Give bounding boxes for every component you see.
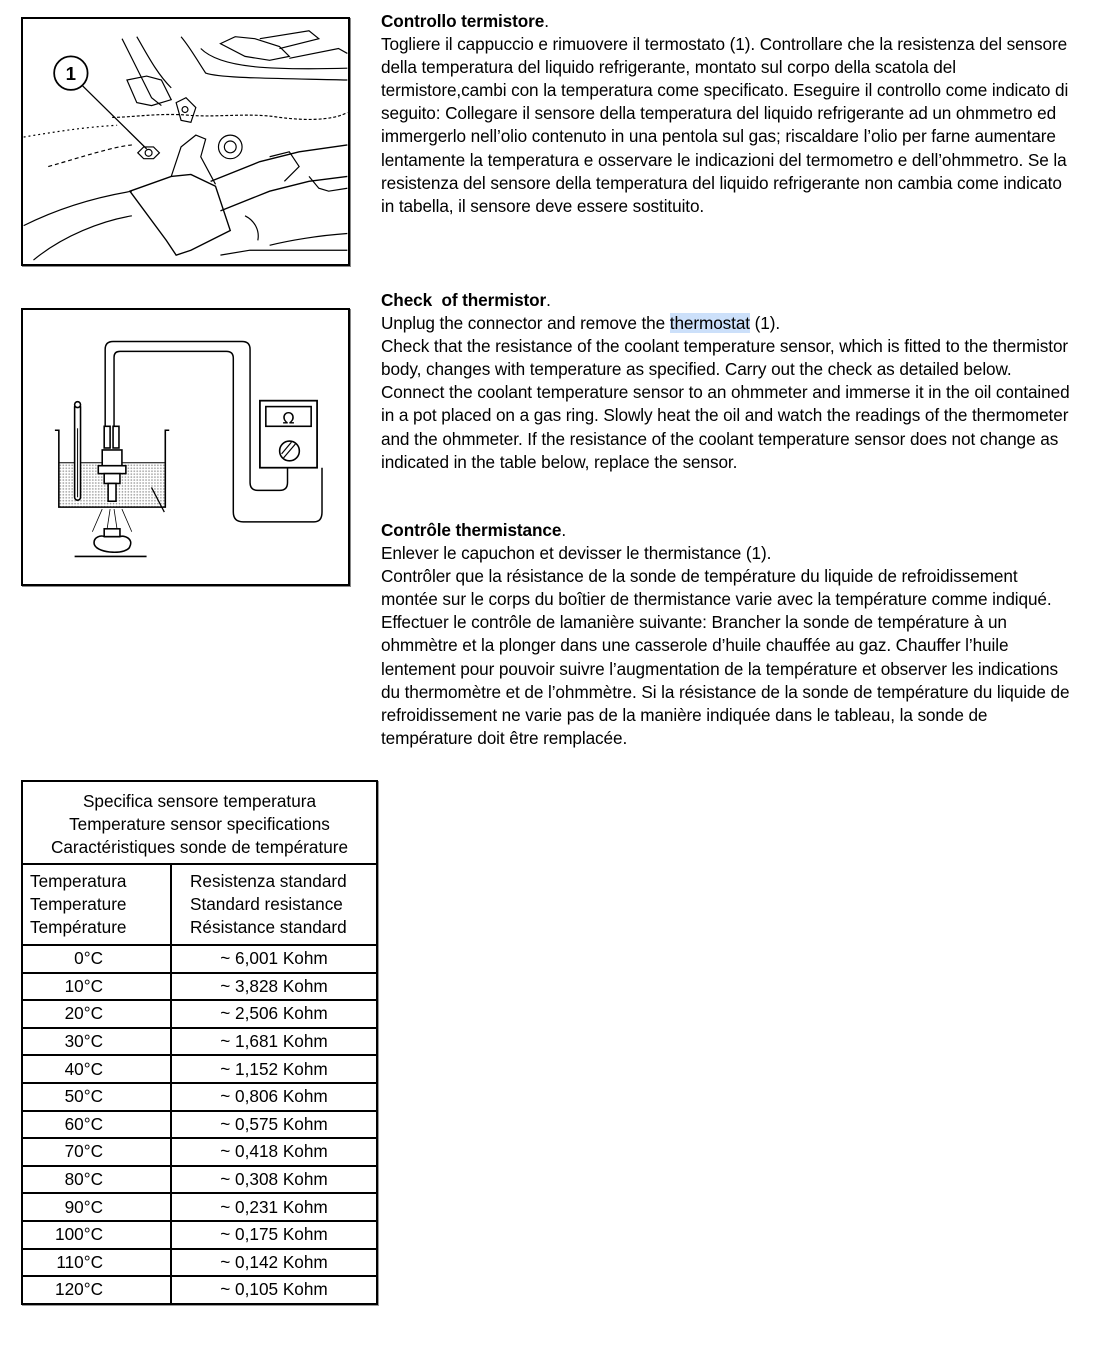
temperature-cell [22,1000,171,1028]
table-row [22,1083,377,1111]
header-res-fr: Résistance standard [190,917,347,937]
table-row [22,1249,377,1277]
header-res-it: Resistenza standard [190,871,347,891]
header-res-en: Standard resistance [190,894,343,914]
resistance-cell: ~ 1,152 Kohm [171,1055,377,1083]
section-body-french: Contrôler que la résistance de la sonde de température du liquide de refroidissement montée sur le corps du boîtier de thermistance varie avec la température comme indiqué. Effectuer le contrôle de lamanière suivante: Brancher la sonde de température à un ohmmètre et la plonger dans une casserole d’huile chauffée au gaz. Chauffer l’huile lentement pour pouvoir suivre l’augmentation de la température et observer les indications du thermomètre et de l’ohmmètre. Si la résistance de la sonde de température du liquide de refroidissement ne varie pas de la manière indiquée dans le tableau, la sonde de température doit être remplacée. [381,566,1070,748]
engine-line-drawing [23,19,348,264]
table-caption-row [22,781,377,864]
header-temp-it: Temperatura [30,871,127,891]
temperature-cell [22,945,171,973]
thermistor-location-figure [21,17,350,266]
temperature-value: 90°C [64,1196,103,1217]
intro-text-end: (1). [749,313,781,334]
resistance-cell: ~ 0,175 Kohm [171,1221,377,1249]
section-english [381,289,1071,474]
resistance-cell: ~ 0,418 Kohm [171,1138,377,1166]
table-row [22,1138,377,1166]
table-row [22,1000,377,1028]
resistance-cell: ~ 1,681 Kohm [171,1028,377,1056]
temperature-value: 40°C [64,1058,103,1079]
resistance-cell: ~ 0,308 Kohm [171,1166,377,1194]
title-text: Contrôle thermistance [381,520,562,540]
temperature-cell [22,973,171,1001]
temperature-value: 10°C [64,975,103,996]
title-period: . [561,520,567,540]
section-title-french [381,519,1071,542]
caption-french: Caractéristiques sonde de température [50,836,349,857]
table-row [22,1276,377,1304]
temperature-value: 120°C [55,1279,103,1300]
temperature-cell [22,1138,171,1166]
table-caption [22,781,377,864]
callout-label: 1 [65,63,77,85]
test-setup-drawing [23,310,348,584]
column-header-resistance [171,864,377,945]
section-title-english [381,289,1071,312]
selected-text-highlight[interactable]: thermostat [669,313,750,334]
temperature-value: 30°C [64,1031,103,1052]
intro-text: Unplug the connector and remove the [381,313,670,334]
resistance-cell: ~ 0,806 Kohm [171,1083,377,1111]
resistance-cell: ~ 0,105 Kohm [171,1276,377,1304]
title-period: . [546,290,551,310]
temperature-cell [22,1249,171,1277]
temperature-value: 20°C [64,1003,103,1024]
resistance-cell: ~ 2,506 Kohm [171,1000,377,1028]
temperature-cell [22,1221,171,1249]
temperature-cell [22,1166,171,1194]
section-body-english: Check that the resistance of the coolant temperature sensor, which is fitted to the thermistor body, changes with temperature as specified. Carry out the check as detailed below. Connect the coolant temperature sensor to an ohmmeter and immerse it in the oil contained in a pot placed on a gas ring. Slowly heat the oil and watch the readings of the thermometer and the ohmmeter. If the resistance of the coolant temperature sensor does not change as indicated in the table below, replace the sensor. [381,336,1070,472]
temperature-value: 70°C [64,1141,103,1162]
resistance-cell: ~ 3,828 Kohm [171,973,377,1001]
temperature-value: 0°C [74,948,103,969]
header-temp-fr: Température [30,917,127,937]
table-row [22,1055,377,1083]
resistance-cell: ~ 0,575 Kohm [171,1111,377,1139]
section-french [381,519,1071,750]
header-temp-en: Temperature [30,894,127,914]
table-row [22,1111,377,1139]
resistance-cell: ~ 0,142 Kohm [171,1249,377,1277]
table-row [22,945,377,973]
caption-english: Temperature sensor specifications [69,813,330,834]
temperature-cell [22,1193,171,1221]
table-row [22,1028,377,1056]
section-title-italian [381,10,1071,33]
caption-italian: Specifica sensore temperatura [82,790,317,811]
section-intro-english [381,312,1071,335]
title-text: Check of thermistor [381,290,547,310]
temperature-cell [22,1111,171,1139]
table-header-row [22,864,377,945]
temperature-value: 100°C [55,1224,103,1245]
temperature-cell [22,1028,171,1056]
temperature-sensor-spec-table [21,780,378,1305]
title-period: . [544,11,549,31]
temperature-value: 110°C [56,1251,103,1272]
table-row [22,1221,377,1249]
temperature-value: 50°C [64,1086,103,1107]
temperature-cell [22,1055,171,1083]
resistance-cell: ~ 0,231 Kohm [171,1193,377,1221]
ohm-symbol: Ω [282,408,295,428]
temperature-cell [22,1276,171,1304]
resistance-cell: ~ 6,001 Kohm [171,945,377,973]
thermistor-test-setup-figure [21,308,350,586]
table-row [22,1193,377,1221]
temperature-value: 80°C [64,1169,103,1190]
temperature-cell [22,1083,171,1111]
column-header-temperature [22,864,171,945]
table-row [22,973,377,1001]
section-italian [381,10,1071,218]
title-text: Controllo termistore [381,11,545,31]
section-intro-french: Enlever le capuchon et devisser le thermistance (1). [381,543,772,564]
table-row [22,1166,377,1194]
section-body-italian: Togliere il cappuccio e rimuovere il termostato (1). Controllare che la resistenza del sensore della temperatura del liquido refrigerante, montato sul corpo della scatola del termistore,cambi con la temperatura come specificato. Eseguire il controllo come indicato di seguito: Collegare il sensore della temperatura del liquido refrigerante ad un ohmmetro ed immergerlo nell’olio contenuto in una pentola sul gas; riscaldare l’olio per farne aumentare lentamente la temperatura e osservare le indicazioni del termometro e dell’ohmmetro. Se la resistenza del sensore della temperatura del liquido refrigerante non cambia come indicato in tabella, il sensore deve essere sostituito. [381,34,1069,216]
temperature-value: 60°C [64,1113,103,1134]
